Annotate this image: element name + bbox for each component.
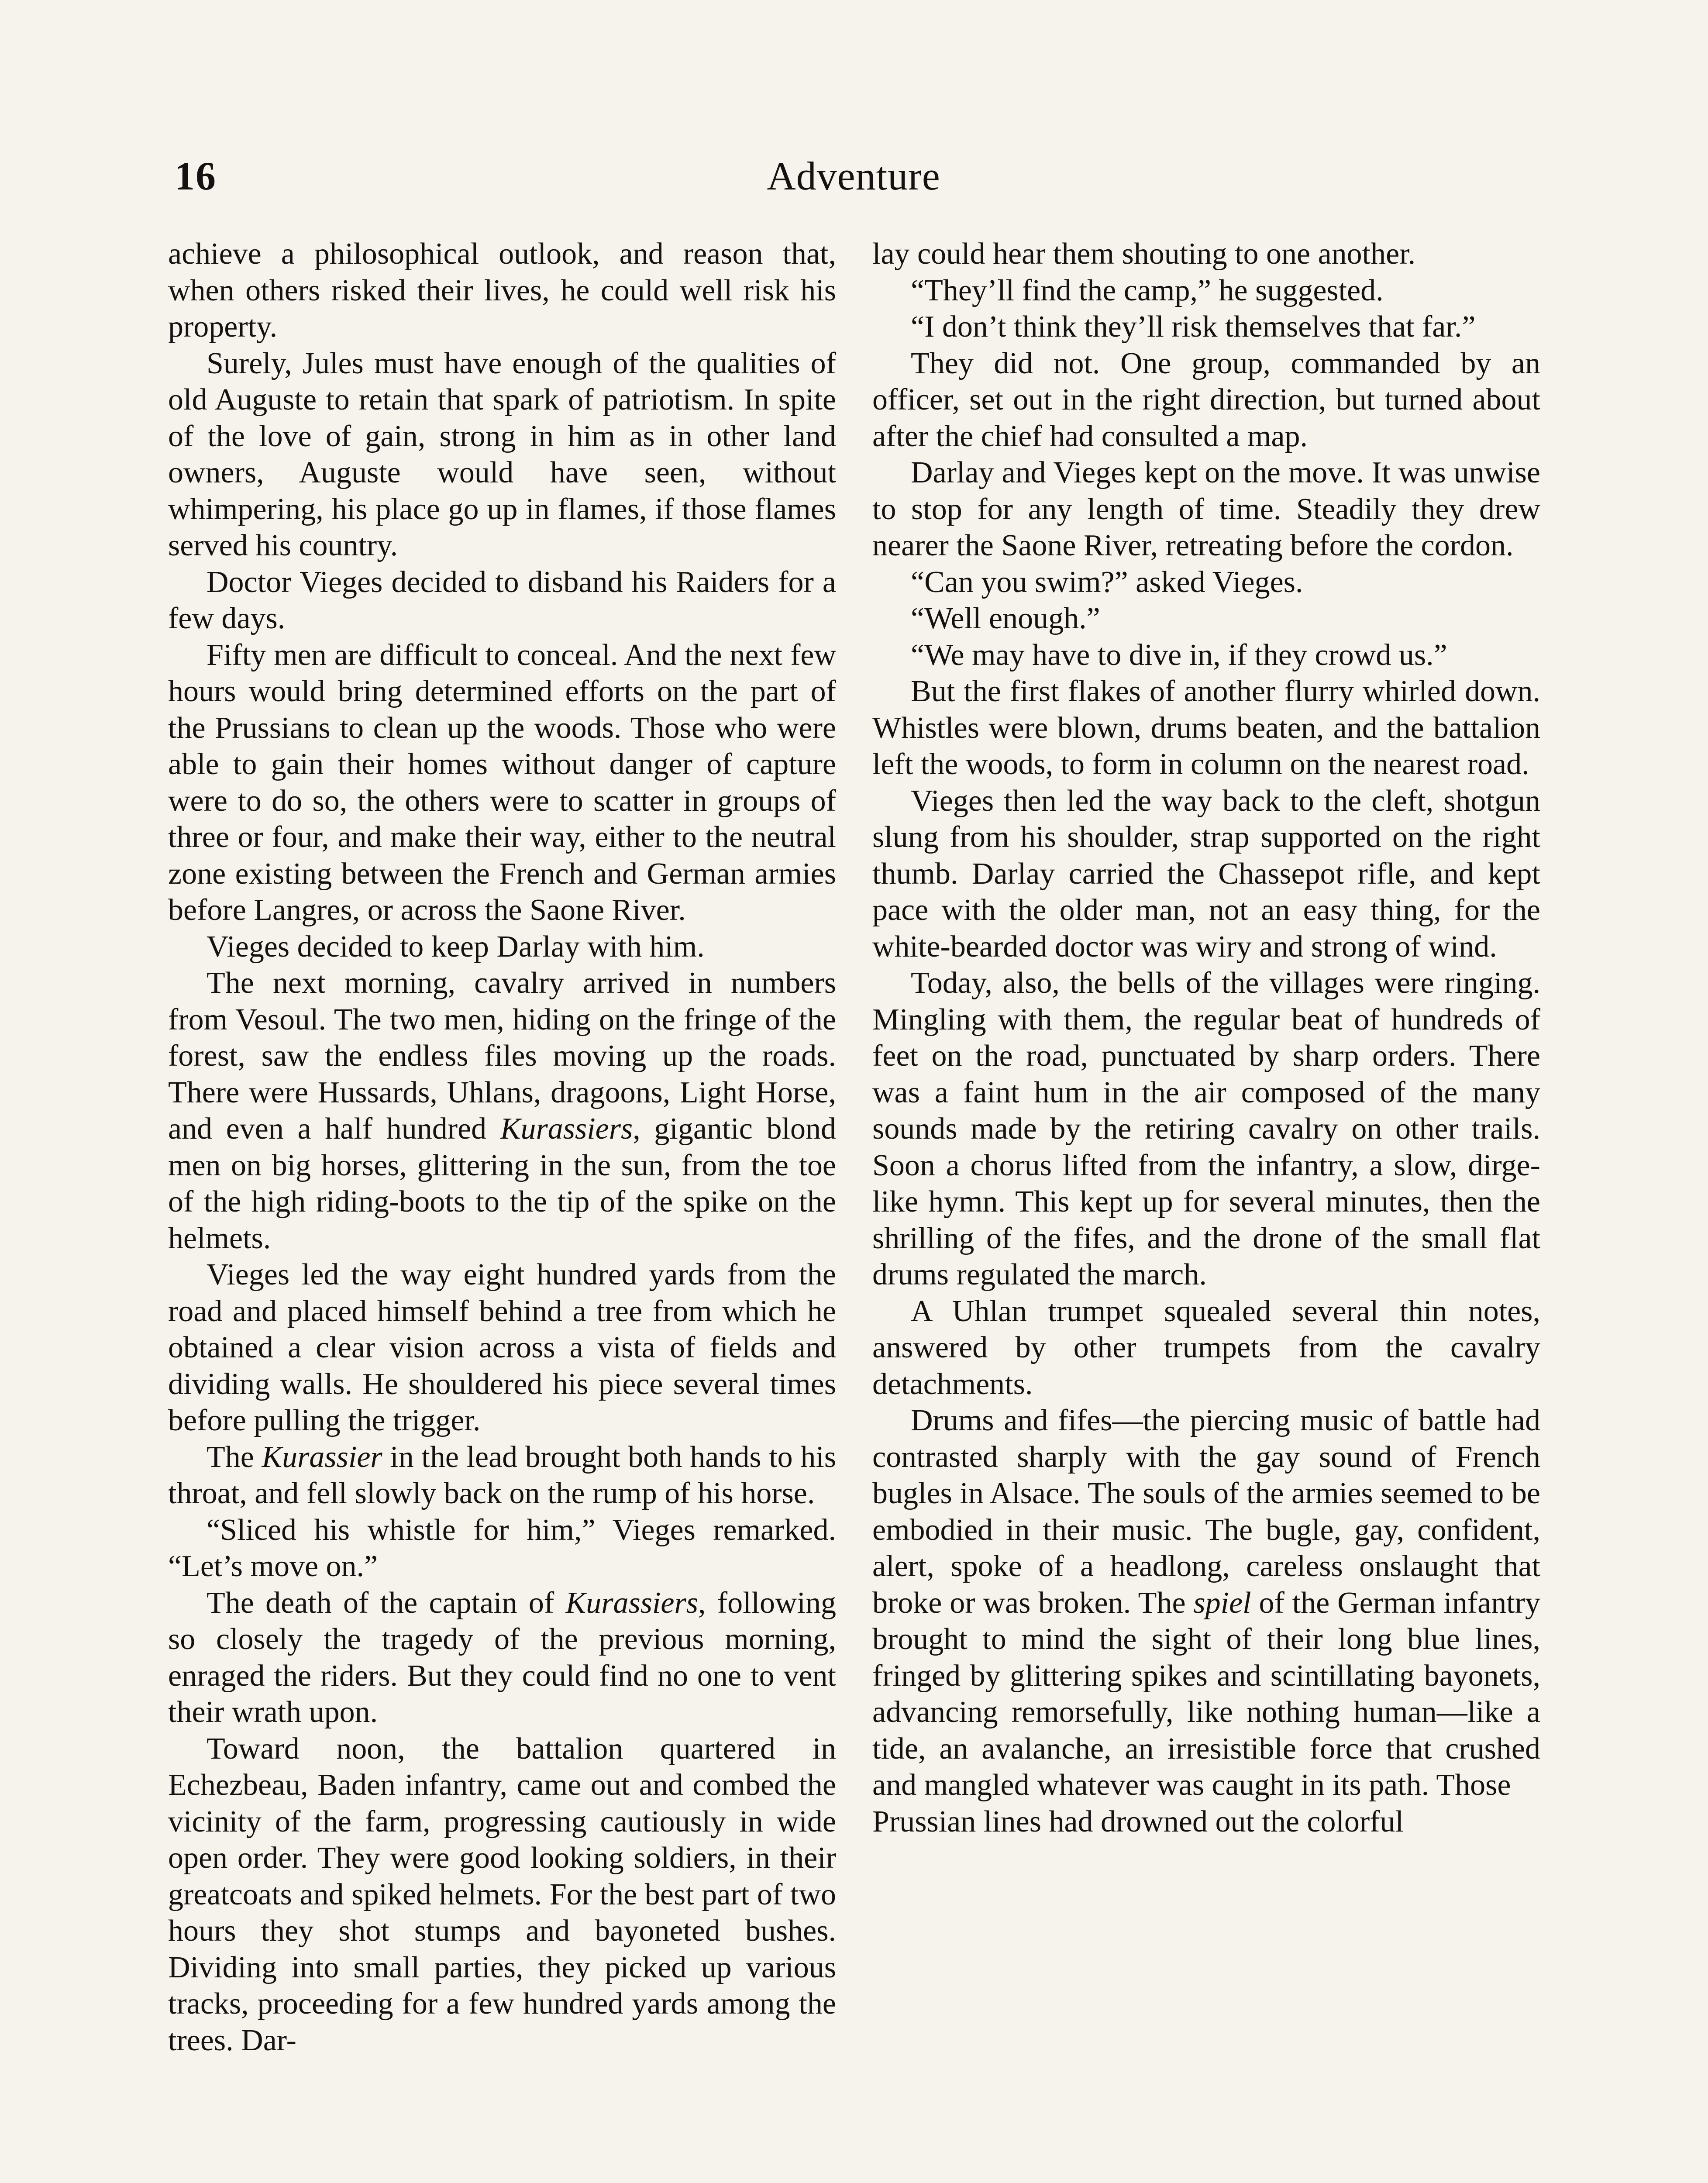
paragraph: Vieges decided to keep Darlay with him. <box>207 930 705 964</box>
paragraph: Surely, Jules must have enough of the qualities of old Auguste to retain that spark of patriotism. In spite of the love of gain, strong in him as in other land owners, Auguste would have seen, without whimpering, his place go up in flames, if those flames served his country. <box>168 346 836 562</box>
paragraph: Darlay and Vieges kept on the move. It was unwise to stop for any length of time. Steadily they drew nearer the Saone River, retreating before the cordon. <box>872 456 1540 562</box>
paragraph: But the first flakes of another flurry whirled down. Whistles were blown, drums beaten, and the battalion left the woods, to form in column on the nearest road. <box>872 675 1540 781</box>
paragraph: Toward noon, the battalion quartered in Echezbeau, Baden infantry, came out and combed the vicinity of the farm, progressing cautiously in wide open order. They were good looking soldiers, in their greatcoats and spiked helmets. For the best part of two hours they shot stumps and bayoneted bushes. Dividing into small parties, they picked up various tracks, proceeding for a few hundred yards among the trees. Dar- <box>168 1732 836 2057</box>
paragraph: They did not. One group, commanded by an officer, set out in the right direction, but turned about after the chief had consulted a map. <box>872 346 1540 453</box>
text-run: , gigantic blond men on big horses, glittering in the sun, from the toe of the high riding-boots to the tip of the spike on the helmets. <box>168 1112 836 1255</box>
paragraph <box>872 1402 1540 1804</box>
paragraph: “I don’t think they’ll risk themselves that far.” <box>911 310 1476 344</box>
paragraph: Vieges led the way eight hundred yards from the road and placed himself behind a tree from which he obtained a clear vision across a vista of fields and dividing walls. He shouldered his piece several times before pulling the trigger. <box>168 1258 836 1437</box>
magazine-title: Adventure <box>767 154 940 198</box>
right-text-column <box>872 236 1540 1840</box>
paragraph: “Well enough.” <box>911 602 1100 635</box>
text-run: , following so closely the tragedy of the previous morning, enraged the riders. But they could find no one to vent their wrath upon. <box>168 1586 836 1729</box>
italic-term: Kurassiers <box>500 1112 633 1146</box>
paragraph <box>168 1439 836 1512</box>
text-run: in the lead brought both hands to his throat, and fell slowly back on the rump of his horse. <box>168 1440 837 1510</box>
italic-term: spiel <box>1193 1586 1251 1620</box>
page-header <box>166 148 1541 218</box>
paragraph: Vieges then led the way back to the cleft, shotgun slung from his shoulder, strap supported on the right thumb. Darlay carried the Chassepot rifle, and kept pace with the older man, not an easy thing, for the white-bearded doctor was wiry and strong of wind. <box>872 784 1540 964</box>
text-run: The death of the captain of <box>207 1586 566 1620</box>
paragraph: Today, also, the bells of the villages were ringing. Mingling with them, the regular beat of hundreds of feet on the road, punctuated by sharp orders. There was a faint hum in the air composed of the many sounds made by the retiring cavalry on other trails. Soon a chorus lifted from the infantry, a slow, dirge-like hymn. This kept up for several minutes, then the shrilling of the fifes, and the drone of the small flat drums regulated the march. <box>872 966 1540 1291</box>
paragraph <box>168 965 836 1257</box>
paragraph: Doctor Vieges decided to disband his Raiders for a few days. <box>168 565 836 635</box>
paragraph: “We may have to dive in, if they crowd us.” <box>911 638 1447 672</box>
left-text-column <box>168 236 836 2059</box>
text-run: Drums and fifes—the piercing music of battle had contrasted sharply with the gay sound of French bugles in Alsace. The souls of the armies seemed to be embodied in their music. The bugle, gay, confident, alert, spoke of a headlong, careless onslaught that broke or was broken. The <box>872 1404 1540 1620</box>
paragraph: Fifty men are difficult to conceal. And the next few hours would bring determined efforts on the part of the Prussians to clean up the woods. Those who were able to gain their homes without danger of capture were to do so, the others were to scatter in groups of three or four, and make their way, either to the neutral zone existing between the French and German armies before Langres, or across the Saone River. <box>168 638 836 927</box>
paragraph: achieve a philosophical outlook, and reason that, when others risked their lives, he could well risk his property. <box>168 237 836 344</box>
paragraph: lay could hear them shouting to one another. <box>872 237 1416 271</box>
text-run: The next morning, cavalry arrived in numbers from Vesoul. The two men, hiding on the fringe of the forest, saw the endless files moving up the roads. There were Hussards, Uhlans, dragoons, Light Horse, and even a half hundred <box>168 966 836 1146</box>
page-number: 16 <box>175 154 217 198</box>
text-run: of the German infantry brought to mind the sight of their long blue lines, fringed by glittering spikes and scintillating bayonets, advancing remorsefully, like nothing human—like a tide, an avalanche, an irresistible force that crushed and mangled whatever was caught in its path. Those <box>872 1586 1540 1802</box>
paragraph: Prussian lines had drowned out the colorful <box>872 1804 1404 1839</box>
italic-term: Kurassiers <box>565 1586 698 1620</box>
text-run: The <box>207 1440 262 1474</box>
paragraph: “Sliced his whistle for him,” Vieges remarked. “Let’s move on.” <box>168 1513 836 1583</box>
paragraph: A Uhlan trumpet squealed several thin notes, answered by other trumpets from the cavalry detachments. <box>872 1294 1540 1401</box>
italic-term: Kurassier <box>262 1440 382 1474</box>
paragraph <box>168 1585 836 1731</box>
paragraph: “Can you swim?” asked Vieges. <box>911 565 1303 599</box>
paragraph: “They’ll find the camp,” he suggested. <box>911 273 1384 307</box>
